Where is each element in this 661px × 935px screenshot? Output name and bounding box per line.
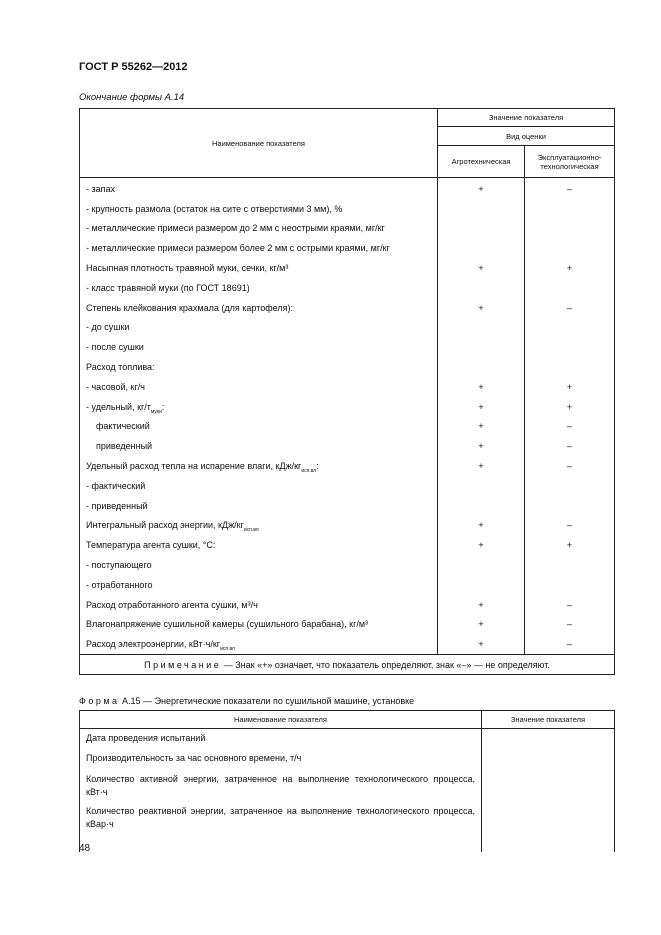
agro-mark: + — [438, 516, 525, 536]
indicator-name: - запах — [80, 178, 438, 199]
expl-mark: + — [525, 377, 615, 397]
table-row — [80, 456, 615, 476]
table-row — [80, 476, 615, 496]
table-row — [80, 318, 615, 338]
agro-mark — [438, 575, 525, 595]
expl-mark — [525, 337, 615, 357]
table-row — [80, 634, 615, 654]
expl-mark — [525, 555, 615, 575]
note-label: Примечание — [144, 659, 222, 670]
col-header-name: Наименование показателя — [80, 109, 438, 178]
indicator-name: Насыпная плотность травяной муки, сечки, кг/м³ — [80, 258, 438, 278]
col-header-value: Значение показателя — [482, 711, 615, 729]
agro-mark: + — [438, 298, 525, 318]
indicator-name: - фактический — [80, 476, 438, 496]
indicator-name: Расход отработанного агента сушки, м³/ч — [80, 595, 438, 615]
table-row — [80, 219, 615, 239]
agro-mark — [438, 555, 525, 575]
expl-mark — [525, 496, 615, 516]
indicator-name: - металлические примеси размером до 2 мм с неострыми краями, мг/кг — [80, 219, 438, 239]
expl-mark: + — [525, 397, 615, 417]
agro-mark: + — [438, 258, 525, 278]
indicator-subscript: исп.вл — [301, 467, 317, 474]
indicator-name: - металлические примеси размером более 2 мм с острыми краями, мг/кг — [80, 238, 438, 258]
table-row — [80, 555, 615, 575]
indicator-name: - приведенный — [80, 496, 438, 516]
indicator-tail: : — [316, 461, 319, 472]
table-row — [80, 298, 615, 318]
indicator-name-text: - удельный, кг/т — [86, 401, 151, 412]
page-number: 48 — [79, 843, 91, 854]
table-row — [80, 575, 615, 595]
form-a15-caption-text: А.15 — Энергетические показатели по сушильной машине, установке — [119, 696, 415, 706]
indicator-name: - поступающего — [80, 555, 438, 575]
form-a15-caption-word: Форма — [79, 696, 120, 706]
agro-mark — [438, 199, 525, 219]
expl-mark: – — [525, 298, 615, 318]
expl-mark: – — [525, 595, 615, 615]
expl-mark — [525, 278, 615, 298]
indicator-name — [80, 456, 438, 476]
form-a14-caption: Окончание формы А.14 — [79, 92, 185, 103]
form-a14-body — [80, 178, 615, 655]
indicator-name: - после сушки — [80, 337, 438, 357]
table-row — [80, 615, 615, 635]
indicator-name: - до сушки — [80, 318, 438, 338]
agro-mark: + — [438, 377, 525, 397]
agro-mark: + — [438, 535, 525, 555]
expl-mark: + — [525, 258, 615, 278]
agro-mark — [438, 337, 525, 357]
col-header-assessment: Вид оценки — [438, 127, 615, 146]
indicator-name: приведенный — [80, 436, 438, 456]
table-row — [80, 357, 615, 377]
form-a15-caption — [79, 696, 414, 706]
expl-mark: – — [525, 178, 615, 199]
table-row — [80, 516, 615, 536]
agro-mark — [438, 318, 525, 338]
expl-mark: – — [525, 417, 615, 437]
table-row — [80, 535, 615, 555]
indicator-name: - часовой, кг/ч — [80, 377, 438, 397]
agro-mark: + — [438, 615, 525, 635]
table-row — [80, 178, 615, 199]
expl-mark — [525, 219, 615, 239]
table-row — [80, 377, 615, 397]
expl-mark: – — [525, 615, 615, 635]
indicator-name: Расход топлива: — [80, 357, 438, 377]
agro-mark — [438, 238, 525, 258]
expl-mark: – — [525, 436, 615, 456]
expl-mark — [525, 318, 615, 338]
agro-mark — [438, 476, 525, 496]
indicator-subscript: исп.вл — [220, 646, 235, 653]
expl-mark — [525, 575, 615, 595]
table-row — [80, 238, 615, 258]
note-text: — Знак «+» означает, что показатель определяют, знак «–» — не определяют. — [221, 659, 550, 670]
indicator-subscript: исп.вл — [243, 527, 259, 534]
list-item: Дата проведения испытаний — [86, 733, 206, 743]
table-row — [80, 258, 615, 278]
indicator-name — [80, 634, 438, 654]
expl-mark — [525, 357, 615, 377]
expl-mark: – — [525, 516, 615, 536]
indicator-name — [80, 397, 438, 417]
form-a15-value-cell — [482, 729, 615, 853]
expl-mark — [525, 199, 615, 219]
col-header-agro: Агротехническая — [438, 146, 525, 178]
agro-mark — [438, 278, 525, 298]
table-row — [80, 595, 615, 615]
indicator-name: Температура агента сушки, °С: — [80, 535, 438, 555]
col-header-value: Значение показателя — [438, 109, 615, 127]
table-note — [80, 655, 615, 675]
agro-mark: + — [438, 417, 525, 437]
indicator-name: - отработанного — [80, 575, 438, 595]
agro-mark: + — [438, 436, 525, 456]
table-row — [80, 199, 615, 219]
expl-mark — [525, 476, 615, 496]
form-a15-table — [79, 710, 615, 852]
indicator-name — [80, 516, 438, 536]
col-header-name: Наименование показателя — [80, 711, 482, 729]
table-row — [80, 278, 615, 298]
form-a14-table — [79, 108, 615, 675]
indicator-name-text: Расход электроэнергии, кВт·ч/кг — [86, 639, 221, 650]
indicator-name: - класс травяной муки (по ГОСТ 18691) — [80, 278, 438, 298]
table-row — [80, 397, 615, 417]
expl-mark: – — [525, 456, 615, 476]
indicator-name-text: Удельный расход тепла на испарение влаги, кДж/кг — [86, 461, 302, 472]
form-a15-rows — [80, 729, 482, 853]
list-item: Количество активной энергии, затраченное на выполнение технологического процесса, кВт·ч — [86, 774, 475, 797]
indicator-name-text: Интегральный расход энергии, кДж/кг — [86, 520, 244, 531]
list-item: Производительность за час основного времени, т/ч — [86, 753, 302, 763]
agro-mark — [438, 357, 525, 377]
agro-mark: + — [438, 178, 525, 199]
indicator-name: - крупность размола (остаток на сите с отверстиями 3 мм), % — [80, 199, 438, 219]
indicator-name: Степень клейкования крахмала (для картофеля): — [80, 298, 438, 318]
indicator-tail: : — [161, 401, 165, 412]
table-row — [80, 417, 615, 437]
expl-mark: + — [525, 535, 615, 555]
expl-mark: – — [525, 634, 615, 654]
col-header-expl: Эксплуатационно-технологическая — [525, 146, 615, 178]
indicator-name: фактический — [80, 417, 438, 437]
expl-mark — [525, 238, 615, 258]
agro-mark: + — [438, 456, 525, 476]
agro-mark: + — [438, 595, 525, 615]
table-row — [80, 436, 615, 456]
table-row — [80, 337, 615, 357]
agro-mark — [438, 219, 525, 239]
document-standard-header: ГОСТ Р 55262—2012 — [79, 61, 188, 73]
indicator-name: Влагонапряжение сушильной камеры (сушильного барабана), кг/м³ — [80, 615, 438, 635]
list-item: Количество реактивной энергии, затраченное на выполнение технологического процесса, кВар·ч — [86, 806, 475, 829]
table-row — [80, 496, 615, 516]
indicator-subscript: муки — [150, 408, 162, 415]
agro-mark: + — [438, 397, 525, 417]
agro-mark: + — [438, 634, 525, 654]
agro-mark — [438, 496, 525, 516]
